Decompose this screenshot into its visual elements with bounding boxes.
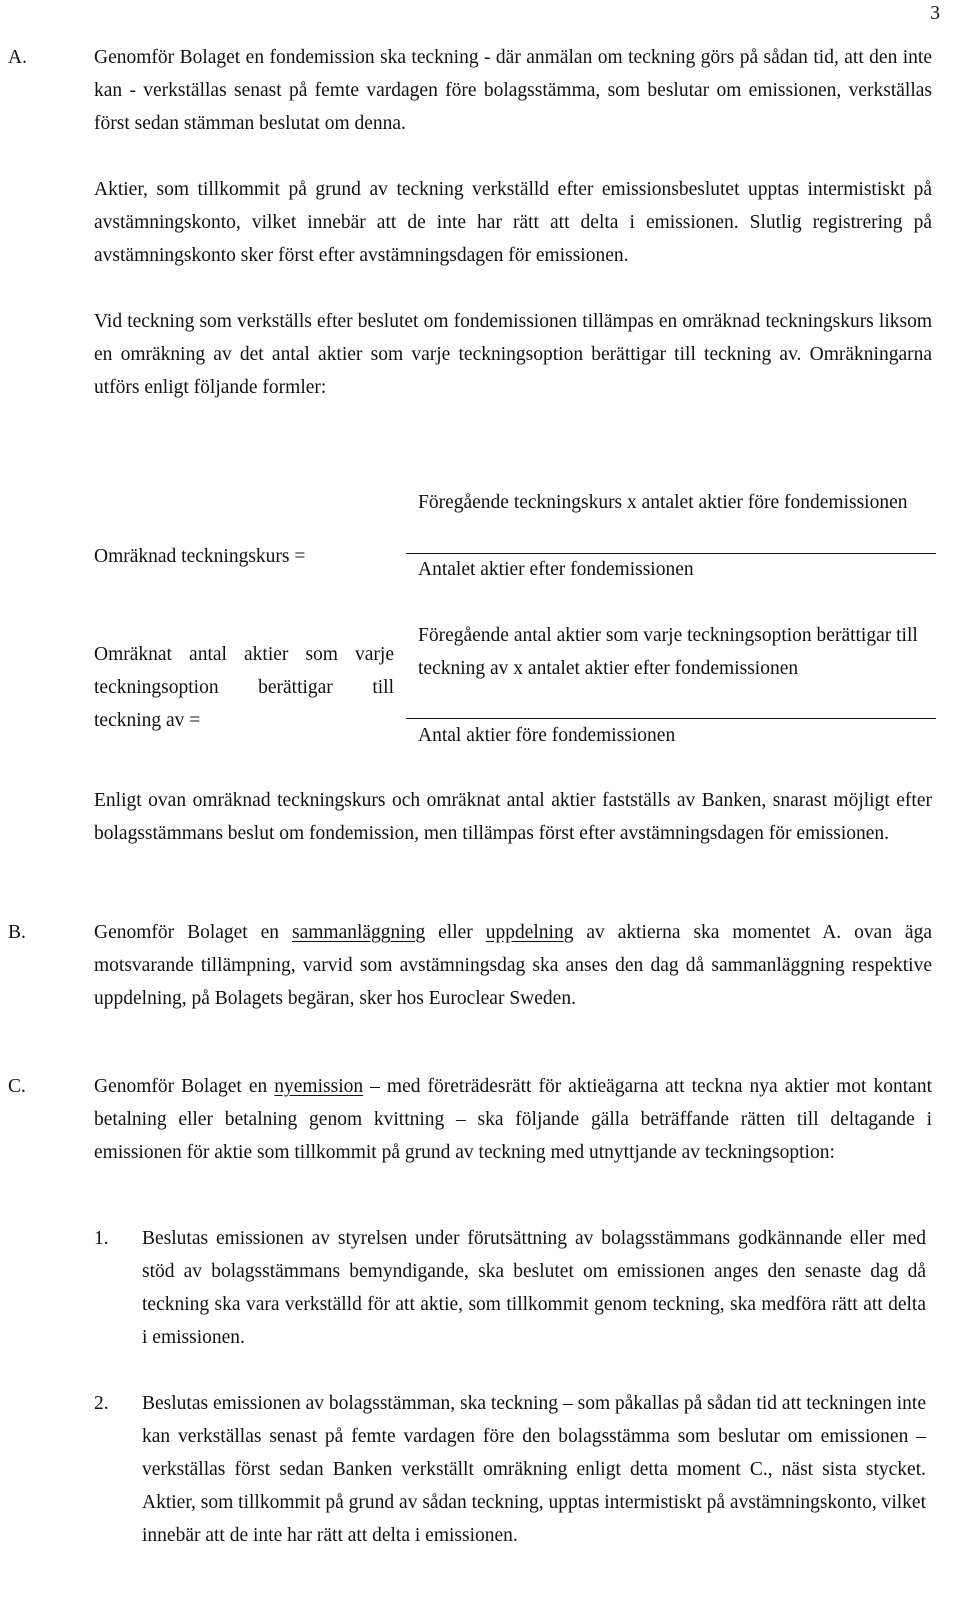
section-a-paragraph-4: Enligt ovan omräknad teckningskurs och omräknat antal aktier fastställs av Banken, snarast möjligt efter bolagsstämmans beslut om fondemission, men tillämpas först efter avstämningsdagen för emissionen. bbox=[94, 790, 932, 844]
section-c-paragraph bbox=[94, 1070, 932, 1169]
section-b-paragraph bbox=[94, 916, 932, 1015]
formula-2-numerator: Föregående antal aktier som varje teckningsoption berättigar till teckning av x antalet aktier efter fondemissionen bbox=[418, 625, 918, 679]
list-item bbox=[94, 1222, 926, 1354]
section-b-text-2: eller bbox=[425, 922, 486, 943]
formula-2-label: Omräknat antal aktier som varje teckningsoption berättigar till teckning av = bbox=[94, 644, 394, 731]
list-item-number: 2. bbox=[94, 1393, 109, 1414]
page-number: 3 bbox=[930, 3, 940, 24]
section-b-text-1: Genomför Bolaget en bbox=[94, 922, 292, 943]
section-c-text-2: – med företrädesrätt för aktieägarna att teckna nya aktier mot kontant betalning eller betalning genom kvittning – ska följande gälla beträffande rätten till deltagande i emissionen för aktie som tillkommit på grund av teckning med utnyttjande av teckningsoption: bbox=[94, 1076, 932, 1163]
list-item-text: Beslutas emissionen av styrelsen under förutsättning av bolagsstämmans godkännande eller med stöd av bolagsstämmans bemyndigande, ska beslutet om emissionen anges den senaste dag då teckning ska vara verkställd för att aktie, som tillkommit genom teckning, ska medföra rätt att delta i emissionen. bbox=[142, 1228, 926, 1348]
list-item bbox=[94, 1387, 926, 1552]
section-a-paragraph-2: Aktier, som tillkommit på grund av teckning verkställd efter emissionsbeslutet upptas intermistiskt på avstämningskonto, vilket innebär att de inte har rätt att delta i emissionen. Slutlig registrering på avstämningskonto sker först efter avstämningsdagen för emissionen. bbox=[94, 179, 932, 266]
formula-1-denominator: Antalet aktier efter fondemissionen bbox=[418, 559, 694, 580]
section-b bbox=[8, 916, 938, 1015]
formula-1-label: Omräknad teckningskurs = bbox=[94, 546, 306, 567]
section-a-letter: A. bbox=[8, 47, 27, 68]
section-a bbox=[8, 41, 938, 404]
section-c-list bbox=[8, 1222, 938, 1552]
section-b-letter: B. bbox=[8, 922, 26, 943]
section-c-term-nyemission: nyemission bbox=[274, 1076, 364, 1097]
formula-1-numerator: Föregående teckningskurs x antalet aktier före fondemissionen bbox=[418, 492, 908, 513]
list-item-text: Beslutas emissionen av bolagsstämman, ska teckning – som påkallas på sådan tid att teckningen inte kan verkställas senast på femte vardagen före den bolagsstämma som beslutar om emissionen – verkställas först sedan Banken verkställt omräkning enligt detta moment C., näst sista stycket. Aktier, som tillkommit på grund av sådan teckning, upptas intermistiskt på avstämningskonto, vilket innebär att de inte har rätt att delta i emissionen. bbox=[142, 1393, 926, 1546]
section-c bbox=[8, 1070, 938, 1169]
list-item-number: 1. bbox=[94, 1228, 109, 1249]
section-a-closing bbox=[8, 784, 938, 850]
section-b-text-3: av aktierna ska momentet A. ovan äga motsvarande tillämpning, varvid som avstämningsdag ska anses den dag då sammanläggning respektive uppdelning, på Bolagets begäran, sker hos Euroclear Sweden. bbox=[94, 922, 932, 1009]
section-b-term-sammanlaggning: sammanläggning bbox=[291, 922, 426, 943]
section-c-text-1: Genomför Bolaget en bbox=[94, 1076, 275, 1097]
section-a-paragraph-3: Vid teckning som verkställs efter beslutet om fondemissionen tillämpas en omräknad teckningskurs liksom en omräkning av det antal aktier som varje teckningsoption berättigar till teckning av. Omräkningarna utförs enligt följande formler: bbox=[94, 311, 932, 398]
section-c-letter: C. bbox=[8, 1076, 26, 1097]
section-a-paragraph-1: Genomför Bolaget en fondemission ska teckning - där anmälan om teckning görs på sådan tid, att den inte kan - verkställas senast på femte vardagen före bolagsstämma, som beslutar om emissionen, verkställas först sedan stämman beslutat om denna. bbox=[94, 47, 932, 134]
formula-2-denominator: Antal aktier före fondemissionen bbox=[418, 725, 676, 746]
section-b-term-uppdelning: uppdelning bbox=[485, 922, 574, 943]
